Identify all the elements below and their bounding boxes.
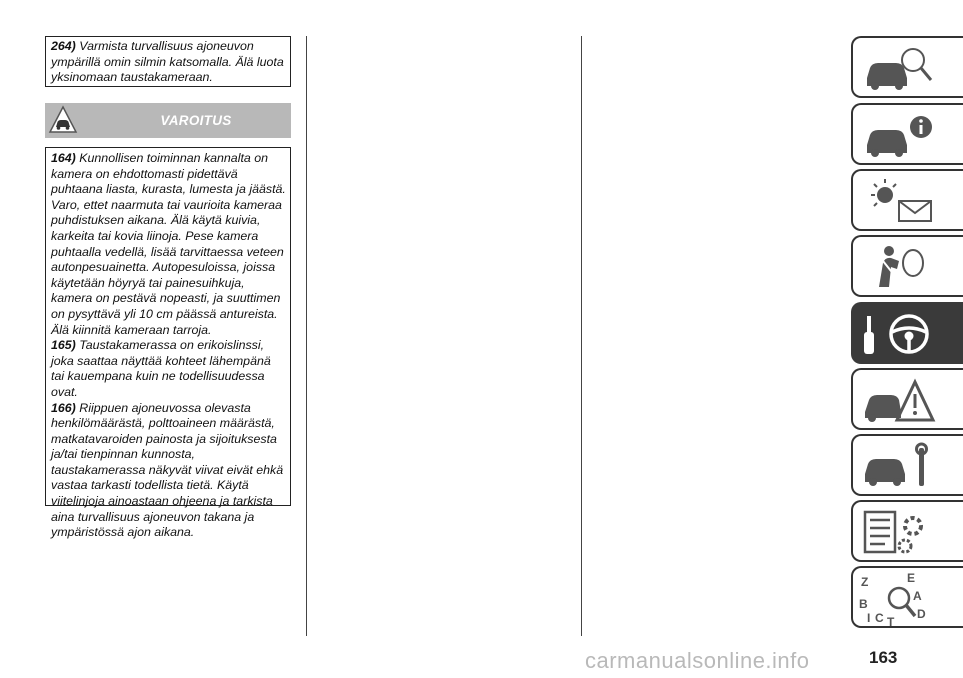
index-tab-emergency[interactable]: [851, 368, 963, 430]
seatbelt-airbag-icon: [861, 241, 937, 293]
note-264-box: [45, 36, 291, 87]
car-warning-icon: [48, 105, 78, 135]
svg-text:E: E: [907, 571, 916, 585]
column-divider: [581, 36, 582, 636]
index-tab-car-info[interactable]: [851, 103, 963, 165]
car-info-icon: [861, 109, 937, 161]
car-maintenance-icon: [861, 440, 937, 492]
alphabetical-index-icon: [859, 571, 937, 629]
index-tab-safety[interactable]: [851, 235, 963, 297]
note-264-text: Varmista turvallisuus ajoneuvon ympärillä omin silmin katsomalla. Älä luota yksinomaan taustakameraan.: [51, 39, 284, 85]
note-264: [46, 37, 290, 89]
column-divider: [306, 36, 307, 636]
warning-box: [45, 147, 291, 540]
warning-light-message-icon: [861, 175, 937, 227]
technical-data-icon: [861, 506, 937, 558]
index-tab-maintenance[interactable]: [851, 434, 963, 496]
warning-items: [46, 148, 290, 544]
index-tab-technical-data[interactable]: [851, 500, 963, 562]
warning-item-number: 164): [51, 151, 76, 165]
key-steering-wheel-icon: [861, 308, 937, 360]
warning-item-number: 165): [51, 338, 76, 353]
svg-text:C: C: [875, 611, 884, 625]
warning-item-number: 166): [51, 400, 76, 415]
warning-header: [45, 103, 291, 138]
warning-title: VAROITUS: [160, 113, 232, 128]
svg-text:B: B: [859, 597, 868, 611]
svg-text:T: T: [887, 615, 895, 629]
car-search-icon: [861, 42, 937, 94]
warning-item-text: Riippuen ajoneuvossa olevasta henkilömäärästä, polttoaineen määrästä, matkatavaroiden painosta ja sijoituksesta ja/tai tienpinnan kunnosta, taustakamerassa näkyvät viivat eivät ehkä vastaa tarkasti todellista tietä. Käytä viitelinjoja ainoastaan ohjeena ja tarkista aina turvallisuus ajoneuvon takana ja ympäristössä ajon aikana.: [51, 400, 284, 540]
index-tab-starting-driving[interactable]: [851, 302, 963, 364]
svg-text:A: A: [913, 589, 922, 603]
svg-text:Z: Z: [861, 575, 869, 589]
page-number: 163: [869, 648, 898, 667]
index-tab-car-search[interactable]: [851, 36, 963, 98]
watermark-text: carmanualsonline.info: [585, 648, 810, 673]
index-tab-warning-lights[interactable]: [851, 169, 963, 231]
svg-text:I: I: [867, 611, 871, 625]
warning-item: [51, 151, 286, 338]
note-264-number: 264): [51, 39, 76, 53]
warning-item-text: Kunnollisen toiminnan kannalta on kamera on ehdottomasti pidettävä puhtaana liasta, kurasta, lumesta ja jäästä. Varo, ettet naarmuta tai vaurioita kameraa puhdistuksen aikana. Älä käytä kuivia, karkeita tai kovia liinoja. Pese kamera puhtaalla vedellä, lisää tarvittaessa veteen autonpesuainetta. Autopesuloissa, joissa käytetään höyryä tai painesuihkuja, kamera on pestävä nopeasti, ja suuttimen on pysyttävä yli 10 cm päässä antureista. Älä kiinnitä kameraan tarroja.: [51, 151, 286, 337]
warning-item: [51, 338, 286, 400]
svg-text:D: D: [917, 607, 926, 621]
car-accident-warning-icon: [861, 374, 937, 426]
warning-item-text: Taustakamerassa on erikoislinssi, joka saattaa näyttää kohteet lähempänä tai kauempana kuin ne todellisuudessa ovat.: [51, 338, 271, 399]
warning-item: [51, 401, 286, 541]
index-tab-alphabetical-index[interactable]: [851, 566, 963, 628]
